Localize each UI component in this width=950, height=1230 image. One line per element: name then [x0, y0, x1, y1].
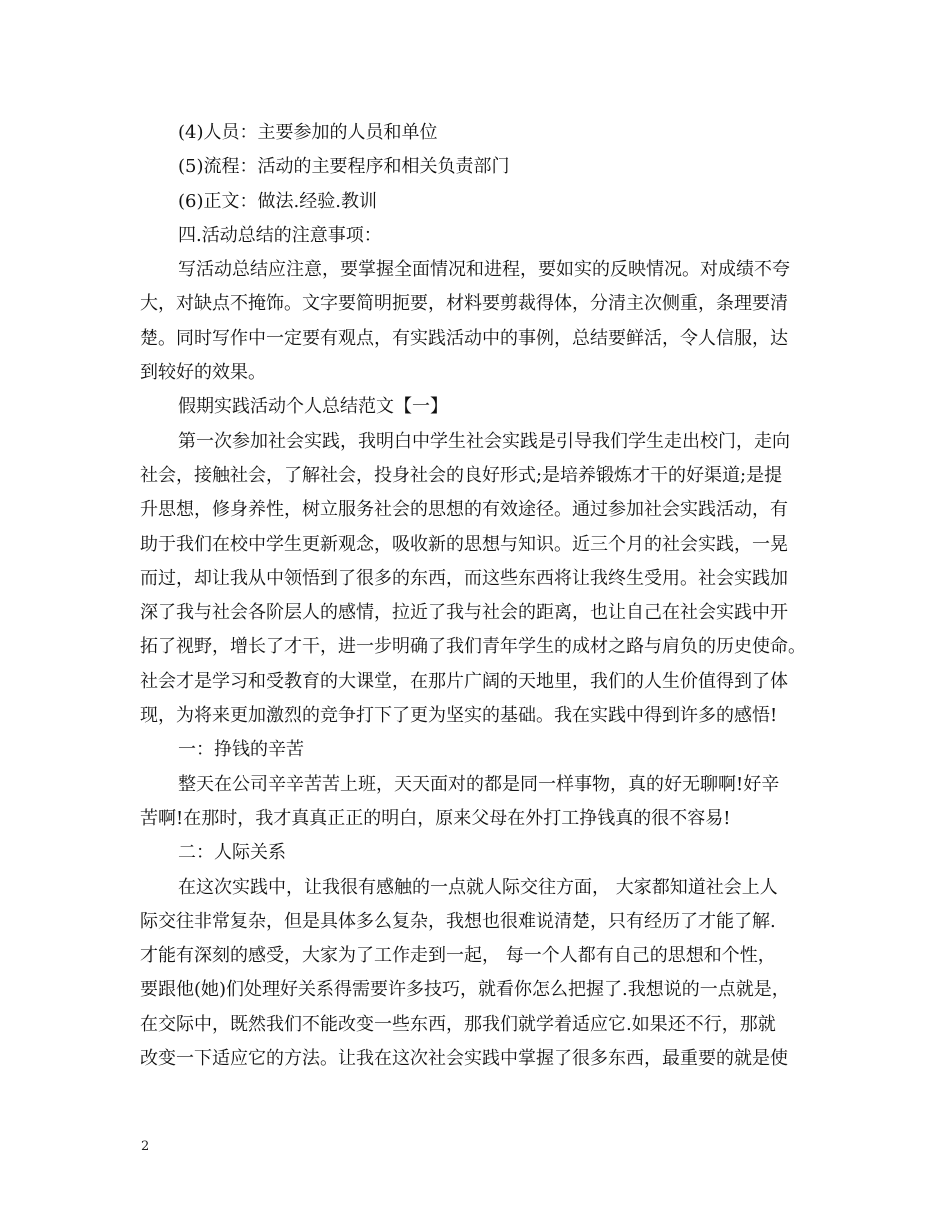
section-heading-sample: 假期实践活动个人总结范文【一】: [178, 396, 448, 418]
paragraph-line: 才能有深刻的感受，大家为了工作走到一起， 每一个人都有自己的思想和个性，: [140, 945, 776, 967]
paragraph-line: 现，为将来更加激烈的竞争打下了更为坚实的基础。我在实践中得到许多的感悟!: [140, 705, 778, 727]
paragraph-line: 在这次实践中，让我很有感触的一点就人际交往方面， 大家都知道社会上人: [178, 876, 778, 898]
paragraph-line: 大，对缺点不掩饰。文字要简明扼要，材料要剪裁得体，分清主次侧重，条理要清: [140, 293, 788, 315]
paragraph-line: 整天在公司辛辛苦苦上班，天天面对的都是同一样事物，真的好无聊啊!好辛: [178, 773, 780, 795]
subheading-earning-hardship: 一：挣钱的辛苦: [178, 739, 304, 761]
paragraph-line: 际交往非常复杂，但是具体多么复杂，我想也很难说清楚，只有经历了才能了解.: [140, 910, 776, 932]
paragraph-line: 苦啊!在那时，我才真真正正的明白，原来父母在外打工挣钱真的很不容易!: [140, 807, 731, 829]
list-item-main-text: (6)正文：做法.经验.教训: [178, 190, 377, 212]
list-item-personnel: (4)人员：主要参加的人员和单位: [178, 122, 438, 143]
page-number: 2: [141, 1139, 150, 1154]
paragraph-line: 而过，却让我从中领悟到了很多的东西，而这些东西将让我终生受用。社会实践加: [140, 567, 788, 589]
paragraph-line: 到较好的效果。: [140, 362, 266, 384]
paragraph-line: 深了我与社会各阶层人的感情，拉近了我与社会的距离，也让自己在社会实践中开: [140, 602, 788, 624]
paragraph-line: 改变一下适应它的方法。让我在这次社会实践中掌握了很多东西，最重要的就是使: [140, 1048, 788, 1070]
paragraph-line: 第一次参加社会实践，我明白中学生社会实践是引导我们学生走出校门，走向: [178, 430, 790, 452]
paragraph-line: 楚。同时写作中一定要有观点，有实践活动中的事例，总结要鲜活，令人信服，达: [140, 327, 788, 349]
paragraph-line: 社会，接触社会，了解社会，投身社会的良好形式;是培养锻炼才干的好渠道;是提: [140, 464, 783, 486]
paragraph-line: 写活动总结应注意，要掌握全面情况和进程，要如实的反映情况。对成绩不夸: [178, 259, 790, 281]
paragraph-line: 在交际中，既然我们不能改变一些东西，那我们就学着适应它.如果还不行，那就: [140, 1013, 776, 1035]
paragraph-line: 要跟他(她)们处理好关系得需要许多技巧，就看你怎么把握了.我想说的一点就是，: [140, 979, 790, 1001]
section-heading-notes: 四.活动总结的注意事项：: [178, 224, 382, 246]
paragraph-line: 升思想，修身养性，树立服务社会的思想的有效途径。通过参加社会实践活动，有: [140, 499, 788, 521]
paragraph-line: 助于我们在校中学生更新观念，吸收新的思想与知识。近三个月的社会实践，一晃: [140, 533, 788, 555]
document-body: [140, 116, 826, 1076]
paragraph-line: 社会才是学习和受教育的大课堂，在那片广阔的天地里，我们的人生价值得到了体: [140, 670, 788, 692]
list-item-process: (5)流程：活动的主要程序和相关负责部门: [178, 156, 510, 178]
subheading-relationships: 二：人际关系: [178, 842, 286, 864]
paragraph-line: 拓了视野，增长了才干，进一步明确了我们青年学生的成材之路与肩负的历史使命。: [140, 636, 806, 658]
